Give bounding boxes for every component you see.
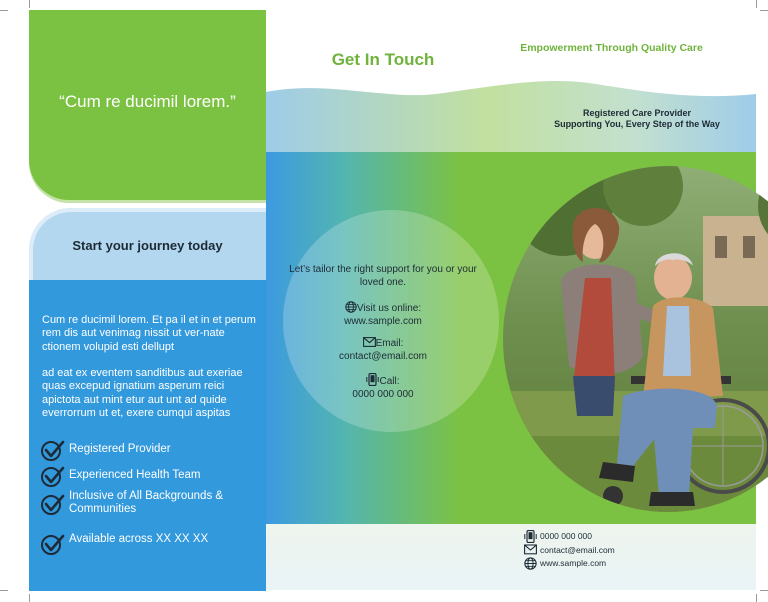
crop-mark bbox=[756, 0, 757, 8]
crop-mark bbox=[756, 594, 757, 602]
feature-item bbox=[41, 490, 261, 516]
feature-item bbox=[41, 466, 261, 488]
check-circle-icon bbox=[41, 494, 65, 516]
feature-item bbox=[41, 440, 261, 462]
feature-item bbox=[41, 534, 261, 556]
crop-mark bbox=[29, 0, 30, 8]
email-link[interactable]: contact@email.com bbox=[339, 350, 427, 362]
crop-mark bbox=[29, 594, 30, 602]
journey-section bbox=[29, 208, 266, 591]
crop-mark bbox=[0, 10, 8, 11]
email-label: Email: bbox=[375, 338, 404, 349]
body-paragraph-2: ad eat ex eventem sanditibus aut exeriae quas excepud ignatium asperum reici apictota aut mint etur aut unt ad quide everrorrum ut et, exere cumqui aspitas bbox=[42, 367, 243, 419]
bottom-band bbox=[266, 524, 756, 590]
left-panel bbox=[29, 10, 266, 591]
quote-text: “Cum re ducimil lorem.” bbox=[59, 92, 236, 111]
visit-label: Visit us online: bbox=[356, 303, 422, 314]
crop-mark bbox=[0, 590, 8, 591]
footer-email-text[interactable]: contact@email.com bbox=[540, 545, 615, 555]
crop-mark bbox=[760, 590, 768, 591]
email-block bbox=[283, 337, 483, 363]
envelope-icon bbox=[363, 337, 376, 347]
website-link[interactable]: www.sample.com bbox=[344, 315, 422, 327]
check-circle-icon bbox=[41, 534, 65, 556]
get-in-touch-title: Get In Touch bbox=[331, 50, 435, 69]
footer-website-text[interactable]: www.sample.com bbox=[540, 558, 607, 568]
check-circle-icon bbox=[41, 466, 65, 488]
phone-icon bbox=[366, 373, 379, 386]
footer-email bbox=[524, 544, 634, 557]
contact-intro: Let’s tailor the right support for you or your loved one. bbox=[289, 264, 477, 288]
registered-line-1: Registered Care Provider bbox=[582, 108, 692, 118]
call-label: Call: bbox=[379, 376, 400, 387]
globe-icon bbox=[345, 301, 357, 313]
feature-label: Registered Provider bbox=[69, 443, 171, 455]
call-block bbox=[283, 373, 483, 401]
check-circle-icon bbox=[41, 440, 65, 462]
envelope-icon bbox=[524, 544, 537, 555]
tagline: Empowerment Through Quality Care bbox=[520, 42, 703, 54]
feature-label: Inclusive of All Backgrounds & Communities bbox=[69, 490, 224, 515]
visit-block bbox=[283, 301, 483, 328]
footer-phone-text[interactable]: 0000 000 000 bbox=[540, 531, 592, 541]
journey-title: Start your journey today bbox=[72, 238, 223, 253]
feature-label: Available across XX XX XX bbox=[69, 533, 209, 545]
crop-mark bbox=[760, 10, 768, 11]
body-paragraph-1: Cum re ducimil lorem. Et pa il et in et perum rem dis aut venimag nissit ut ver-nate ctionem volupid esti dellupt bbox=[42, 314, 256, 353]
footer-phone bbox=[524, 530, 624, 543]
phone-icon bbox=[524, 530, 537, 543]
footer-website bbox=[524, 557, 624, 570]
phone-link[interactable]: 0000 000 000 bbox=[352, 388, 414, 400]
registered-line-2: Supporting You, Every Step of the Way bbox=[554, 119, 720, 129]
globe-icon bbox=[524, 557, 537, 570]
feature-label: Experienced Health Team bbox=[69, 469, 201, 481]
